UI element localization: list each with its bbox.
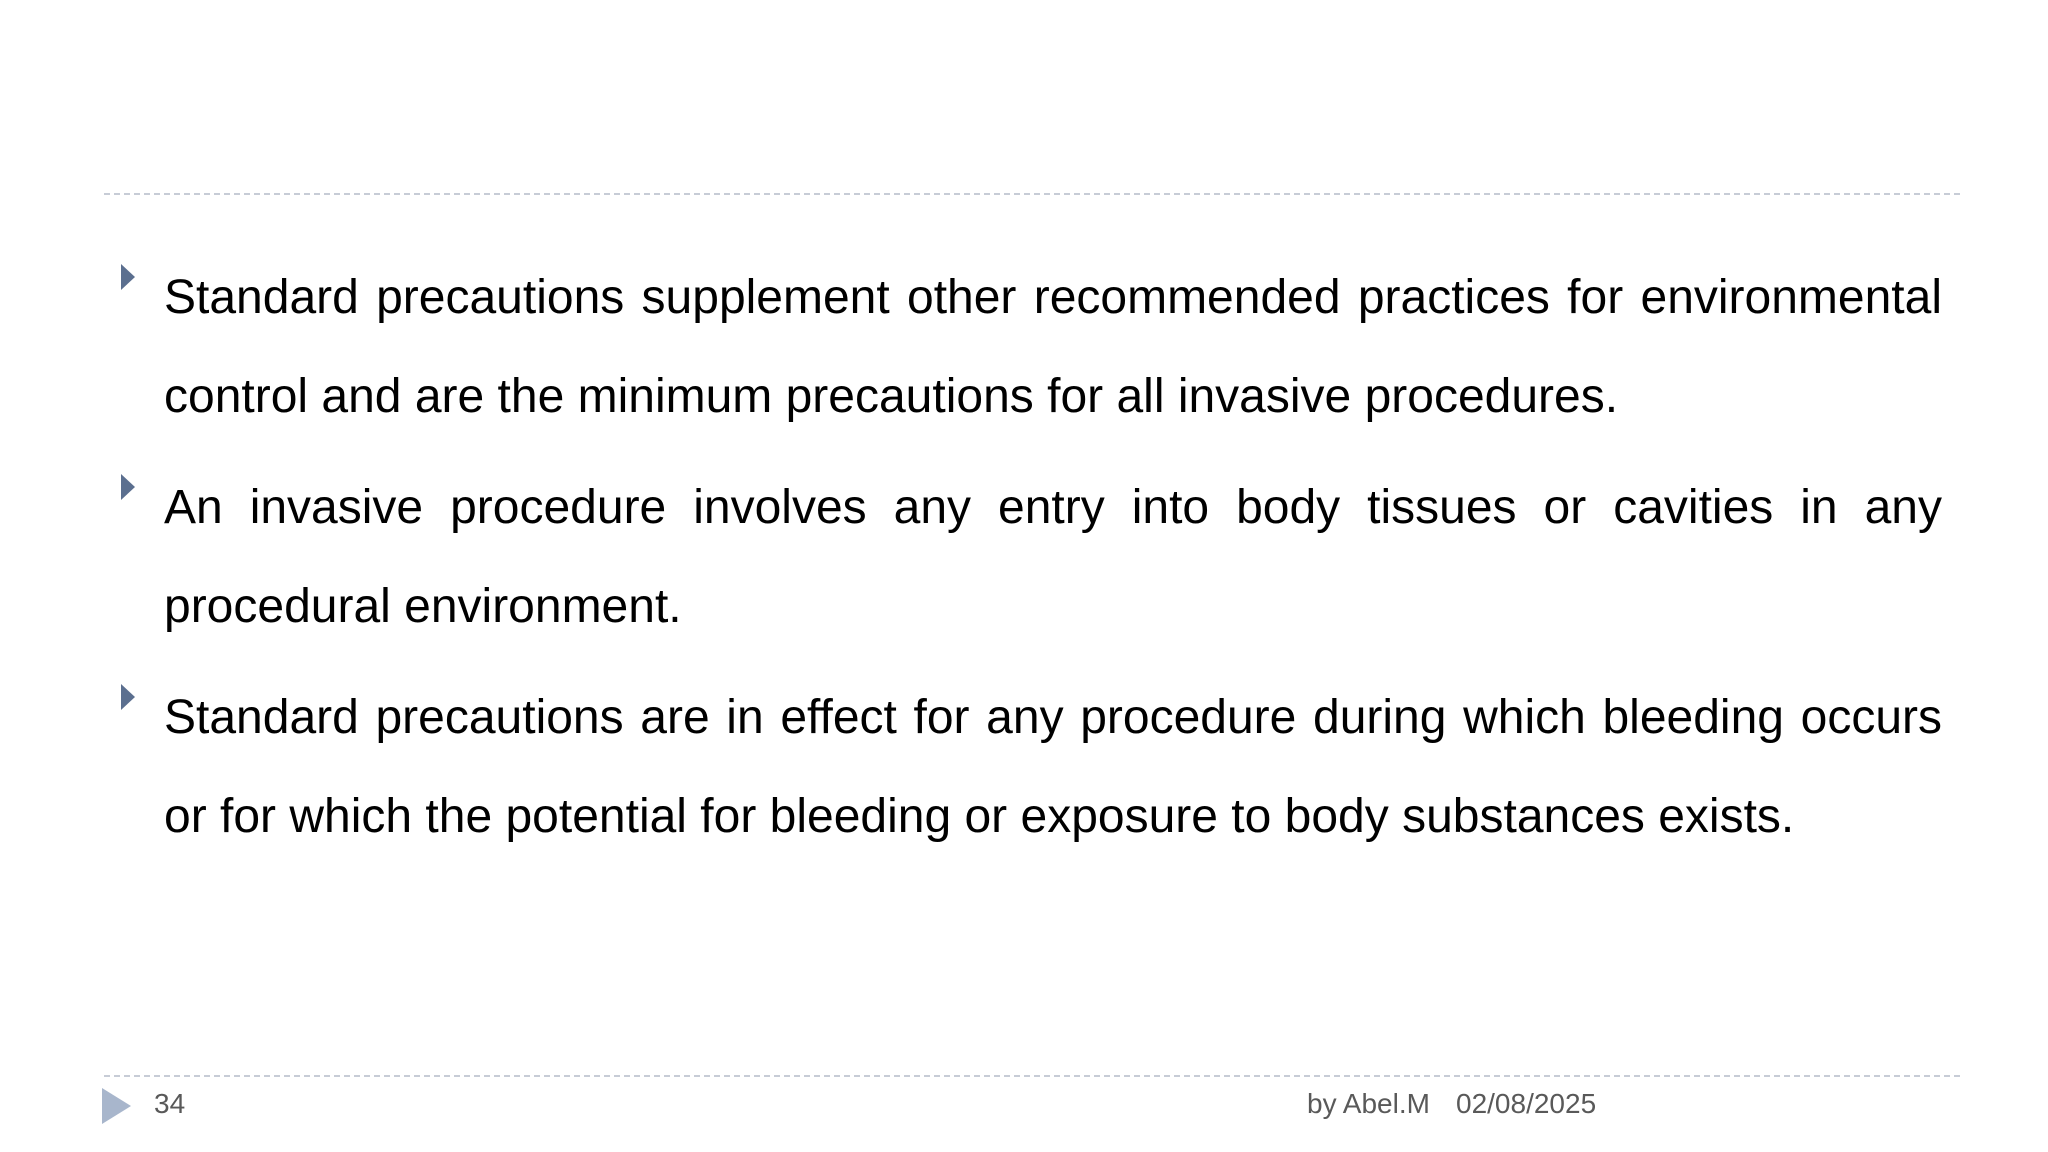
footer-author: by Abel.M (1307, 1088, 1430, 1119)
play-arrow-icon (102, 1088, 131, 1124)
top-divider (104, 193, 1960, 195)
bottom-divider (104, 1075, 1960, 1077)
bullet-item (116, 668, 1942, 866)
bullet-item (116, 458, 1942, 656)
bullet-text: Standard precautions supplement other recommended practices for environmental control and are the minimum precautions for all invasive procedures. (164, 271, 1942, 423)
bullet-arrow-icon (121, 684, 135, 710)
bullet-arrow-icon (121, 474, 135, 500)
bullet-arrow-icon (121, 264, 135, 290)
bullet-text: An invasive procedure involves any entry into body tissues or cavities in any procedural environment. (164, 481, 1942, 633)
page-number: 34 (154, 1088, 186, 1119)
footer-date: 02/08/2025 (1456, 1088, 1597, 1119)
bullet-text: Standard precautions are in effect for any procedure during which bleeding occurs or for which the potential for bleeding or exposure to body substances exists. (164, 691, 1942, 843)
bullet-list (116, 248, 1942, 878)
bullet-item (116, 248, 1942, 446)
